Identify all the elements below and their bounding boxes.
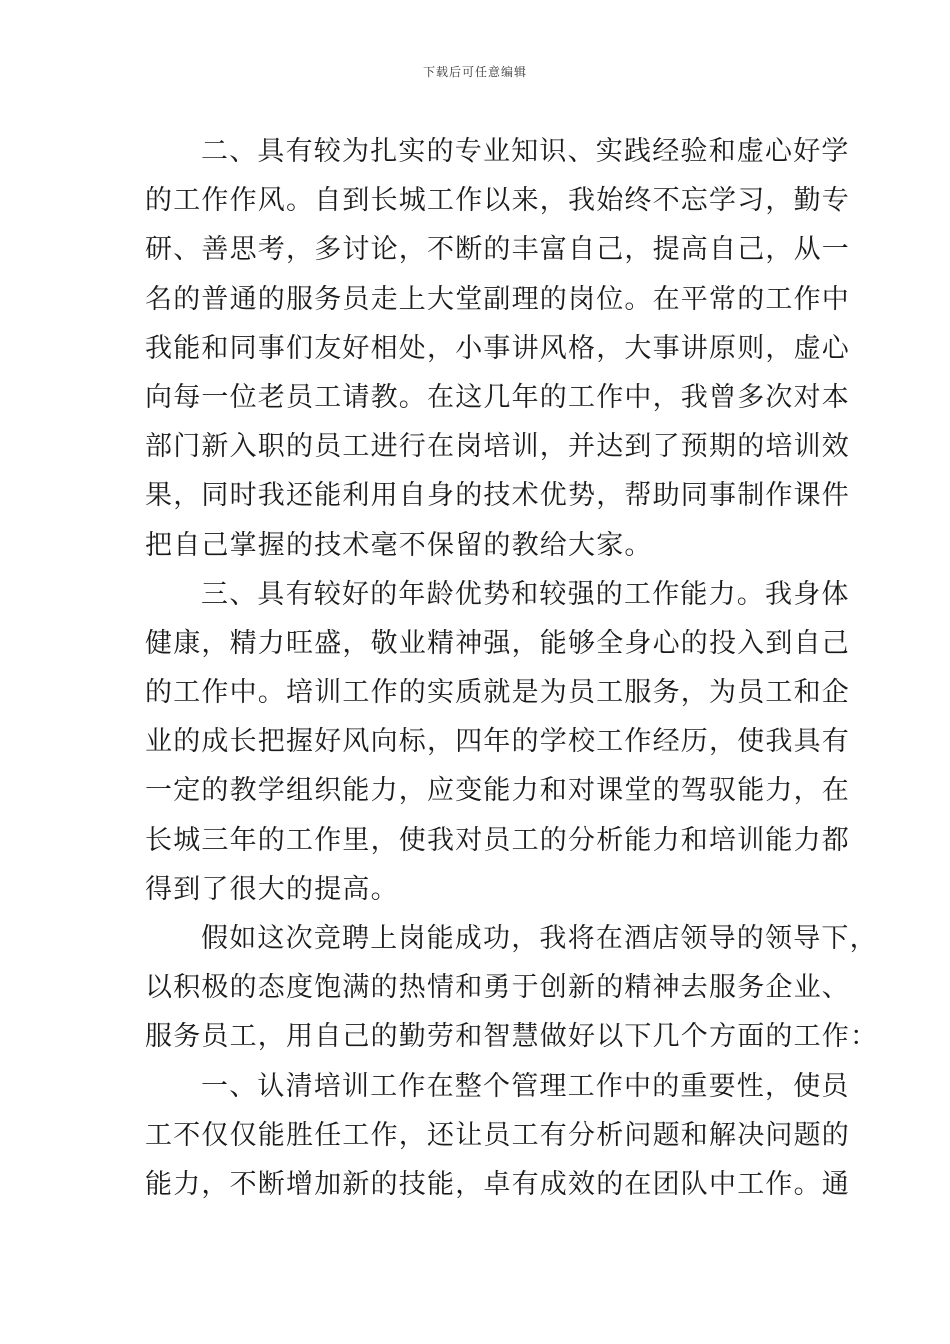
paragraph-line: 的工作作风。自到长城工作以来，我始终不忘学习，勤专 [145, 185, 850, 217]
paragraph-line: 的工作中。培训工作的实质就是为员工服务，为员工和企 [145, 677, 850, 709]
paragraph-line: 三、具有较好的年龄优势和较强的工作能力。我身体 [201, 578, 850, 610]
paragraph-line: 以积极的态度饱满的热情和勇于创新的精神去服务企业、 [145, 972, 850, 1004]
paragraph-line: 把自己掌握的技术毫不保留的教给大家。 [145, 529, 653, 561]
paragraph-line: 一定的教学组织能力，应变能力和对课堂的驾驭能力，在 [145, 775, 850, 807]
paragraph-line: 工不仅仅能胜任工作，还让员工有分析问题和解决问题的 [145, 1119, 850, 1151]
paragraph-line: 能力，不断增加新的技能，卓有成效的在团队中工作。通 [145, 1168, 850, 1200]
paragraph-line: 业的成长把握好风向标，四年的学校工作经历，使我具有 [145, 726, 850, 758]
paragraph-line: 得到了很大的提高。 [145, 873, 399, 905]
paragraph-line: 我能和同事们友好相处，小事讲风格，大事讲原则，虚心 [145, 332, 850, 364]
paragraph-line: 向每一位老员工请教。在这几年的工作中，我曾多次对本 [145, 381, 850, 413]
paragraph-line: 研、善思考，多讨论，不断的丰富自己，提高自己，从一 [145, 234, 850, 266]
paragraph-line: 长城三年的工作里，使我对员工的分析能力和培训能力都 [145, 824, 850, 856]
document-body [145, 127, 879, 1209]
paragraph-line: 服务员工，用自己的勤劳和智慧做好以下几个方面的工作： [145, 1021, 879, 1053]
paragraph-line: 果，同时我还能利用自身的技术优势，帮助同事制作课件 [145, 480, 850, 512]
paragraph-line: 二、具有较为扎实的专业知识、实践经验和虚心好学 [201, 136, 850, 167]
paragraph-line: 名的普通的服务员走上大堂副理的岗位。在平常的工作中 [145, 283, 850, 315]
paragraph-line: 部门新入职的员工进行在岗培训，并达到了预期的培训效 [145, 431, 850, 463]
page-header: 下载后可任意编辑 [422, 65, 527, 79]
paragraph-line: 健康，精力旺盛，敬业精神强，能够全身心的投入到自己 [145, 627, 850, 659]
paragraph-line: 假如这次竞聘上岗能成功，我将在酒店领导的领导下， [201, 923, 878, 954]
paragraph-line: 一、认清培训工作在整个管理工作中的重要性，使员 [201, 1070, 850, 1102]
